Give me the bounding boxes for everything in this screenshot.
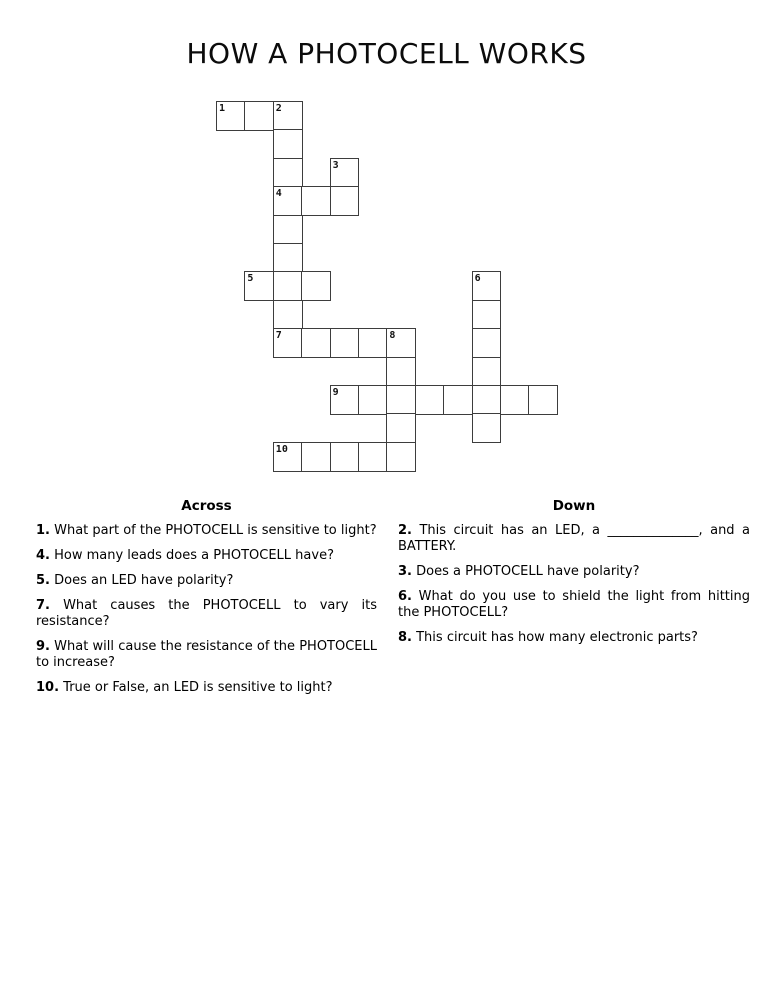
clue-text: How many leads does a PHOTOCELL have?: [49, 548, 334, 563]
grid-cell[interactable]: [386, 357, 416, 387]
clue: [398, 630, 750, 646]
grid-cell[interactable]: [273, 101, 303, 131]
cell-number: 1: [219, 103, 226, 114]
grid-cell[interactable]: [216, 101, 246, 131]
grid-cell[interactable]: [528, 385, 558, 415]
clue-number: 3.: [398, 564, 412, 579]
grid-cell[interactable]: [330, 442, 360, 472]
grid-cell[interactable]: [244, 101, 274, 131]
grid-cell[interactable]: [301, 271, 331, 301]
grid-cell[interactable]: [358, 442, 388, 472]
clue-text: Does a PHOTOCELL have polarity?: [411, 564, 640, 579]
clue: [398, 523, 750, 555]
page-title: HOW A PHOTOCELL WORKS: [186, 37, 587, 70]
grid-cell[interactable]: [273, 158, 303, 188]
clue: [36, 573, 377, 589]
grid-cell[interactable]: [386, 328, 416, 358]
cell-number: 6: [474, 273, 481, 285]
clue: [398, 589, 750, 621]
grid-cell[interactable]: [273, 186, 303, 216]
clue-number: 2.: [398, 523, 412, 538]
clue-number: 5.: [36, 573, 50, 588]
grid-cell[interactable]: [358, 328, 388, 358]
clue-text: This circuit has an LED, a ______________, and a BATTERY.: [398, 523, 750, 554]
clue-text: True or False, an LED is sensitive to light?: [59, 680, 333, 695]
clue-text: This circuit has how many electronic parts?: [411, 630, 698, 645]
grid-cell[interactable]: [358, 385, 388, 415]
grid-cell[interactable]: [273, 215, 303, 245]
grid-cell[interactable]: [301, 328, 331, 358]
clue-number: 8.: [398, 630, 412, 645]
clue-text: What will cause the resistance of the PHOTOCELL to increase?: [36, 639, 377, 670]
across-header: Across: [181, 498, 232, 514]
grid-cell[interactable]: [244, 271, 274, 301]
across-section: [36, 499, 377, 705]
grid-cell[interactable]: [273, 300, 303, 330]
grid-cell[interactable]: [472, 271, 502, 301]
clue-number: 6.: [398, 589, 412, 604]
cell-number: 10: [275, 443, 288, 455]
grid-cell[interactable]: [472, 413, 502, 443]
clue-number: 7.: [36, 598, 50, 613]
crossword-grid: [216, 101, 559, 472]
across-clue-list: [36, 523, 377, 696]
clue-number: 9.: [36, 639, 50, 654]
grid-cell[interactable]: [330, 158, 360, 188]
cell-number: 8: [389, 330, 396, 342]
clue-text: What part of the PHOTOCELL is sensitive to light?: [49, 523, 377, 538]
down-clue-list: [398, 523, 750, 646]
cell-number: 7: [275, 330, 282, 342]
grid-cell[interactable]: [415, 385, 445, 415]
clue: [36, 523, 377, 539]
clue: [36, 548, 377, 564]
grid-cell[interactable]: [386, 442, 416, 472]
clue: [36, 639, 377, 671]
clues-section: [36, 499, 750, 705]
clue-text: What causes the PHOTOCELL to vary its resistance?: [36, 598, 377, 629]
grid-cell[interactable]: [273, 243, 303, 273]
grid-cell[interactable]: [443, 385, 473, 415]
grid-cell[interactable]: [301, 442, 331, 472]
cell-number: 9: [332, 387, 339, 398]
cell-number: 5: [247, 273, 254, 285]
grid-cell[interactable]: [500, 385, 530, 415]
grid-cell[interactable]: [472, 328, 502, 358]
grid-cell[interactable]: [273, 129, 303, 159]
clue-number: 4.: [36, 548, 50, 563]
clue-text: Does an LED have polarity?: [49, 573, 234, 588]
grid-cell[interactable]: [472, 300, 502, 330]
grid-cell[interactable]: [330, 328, 360, 358]
clue-number: 10.: [36, 680, 60, 695]
grid-cell[interactable]: [472, 385, 502, 415]
grid-cell[interactable]: [273, 271, 303, 301]
cell-number: 3: [332, 159, 339, 171]
clue-number: 1.: [36, 523, 50, 538]
grid-cell[interactable]: [301, 186, 331, 216]
cell-number: 2: [275, 103, 282, 114]
clue: [398, 564, 750, 580]
cell-number: 4: [275, 188, 282, 200]
clue: [36, 680, 377, 696]
grid-cell[interactable]: [330, 186, 360, 216]
grid-cell[interactable]: [386, 385, 416, 415]
clue-text: What do you use to shield the light from hitting the PHOTOCELL?: [398, 589, 750, 620]
down-section: [398, 499, 750, 655]
grid-cell[interactable]: [330, 385, 360, 415]
grid-cell[interactable]: [273, 442, 303, 472]
grid-cell[interactable]: [386, 413, 416, 443]
down-header: Down: [552, 498, 596, 514]
clue: [36, 598, 377, 630]
grid-cell[interactable]: [472, 357, 502, 387]
grid-cell[interactable]: [273, 328, 303, 358]
